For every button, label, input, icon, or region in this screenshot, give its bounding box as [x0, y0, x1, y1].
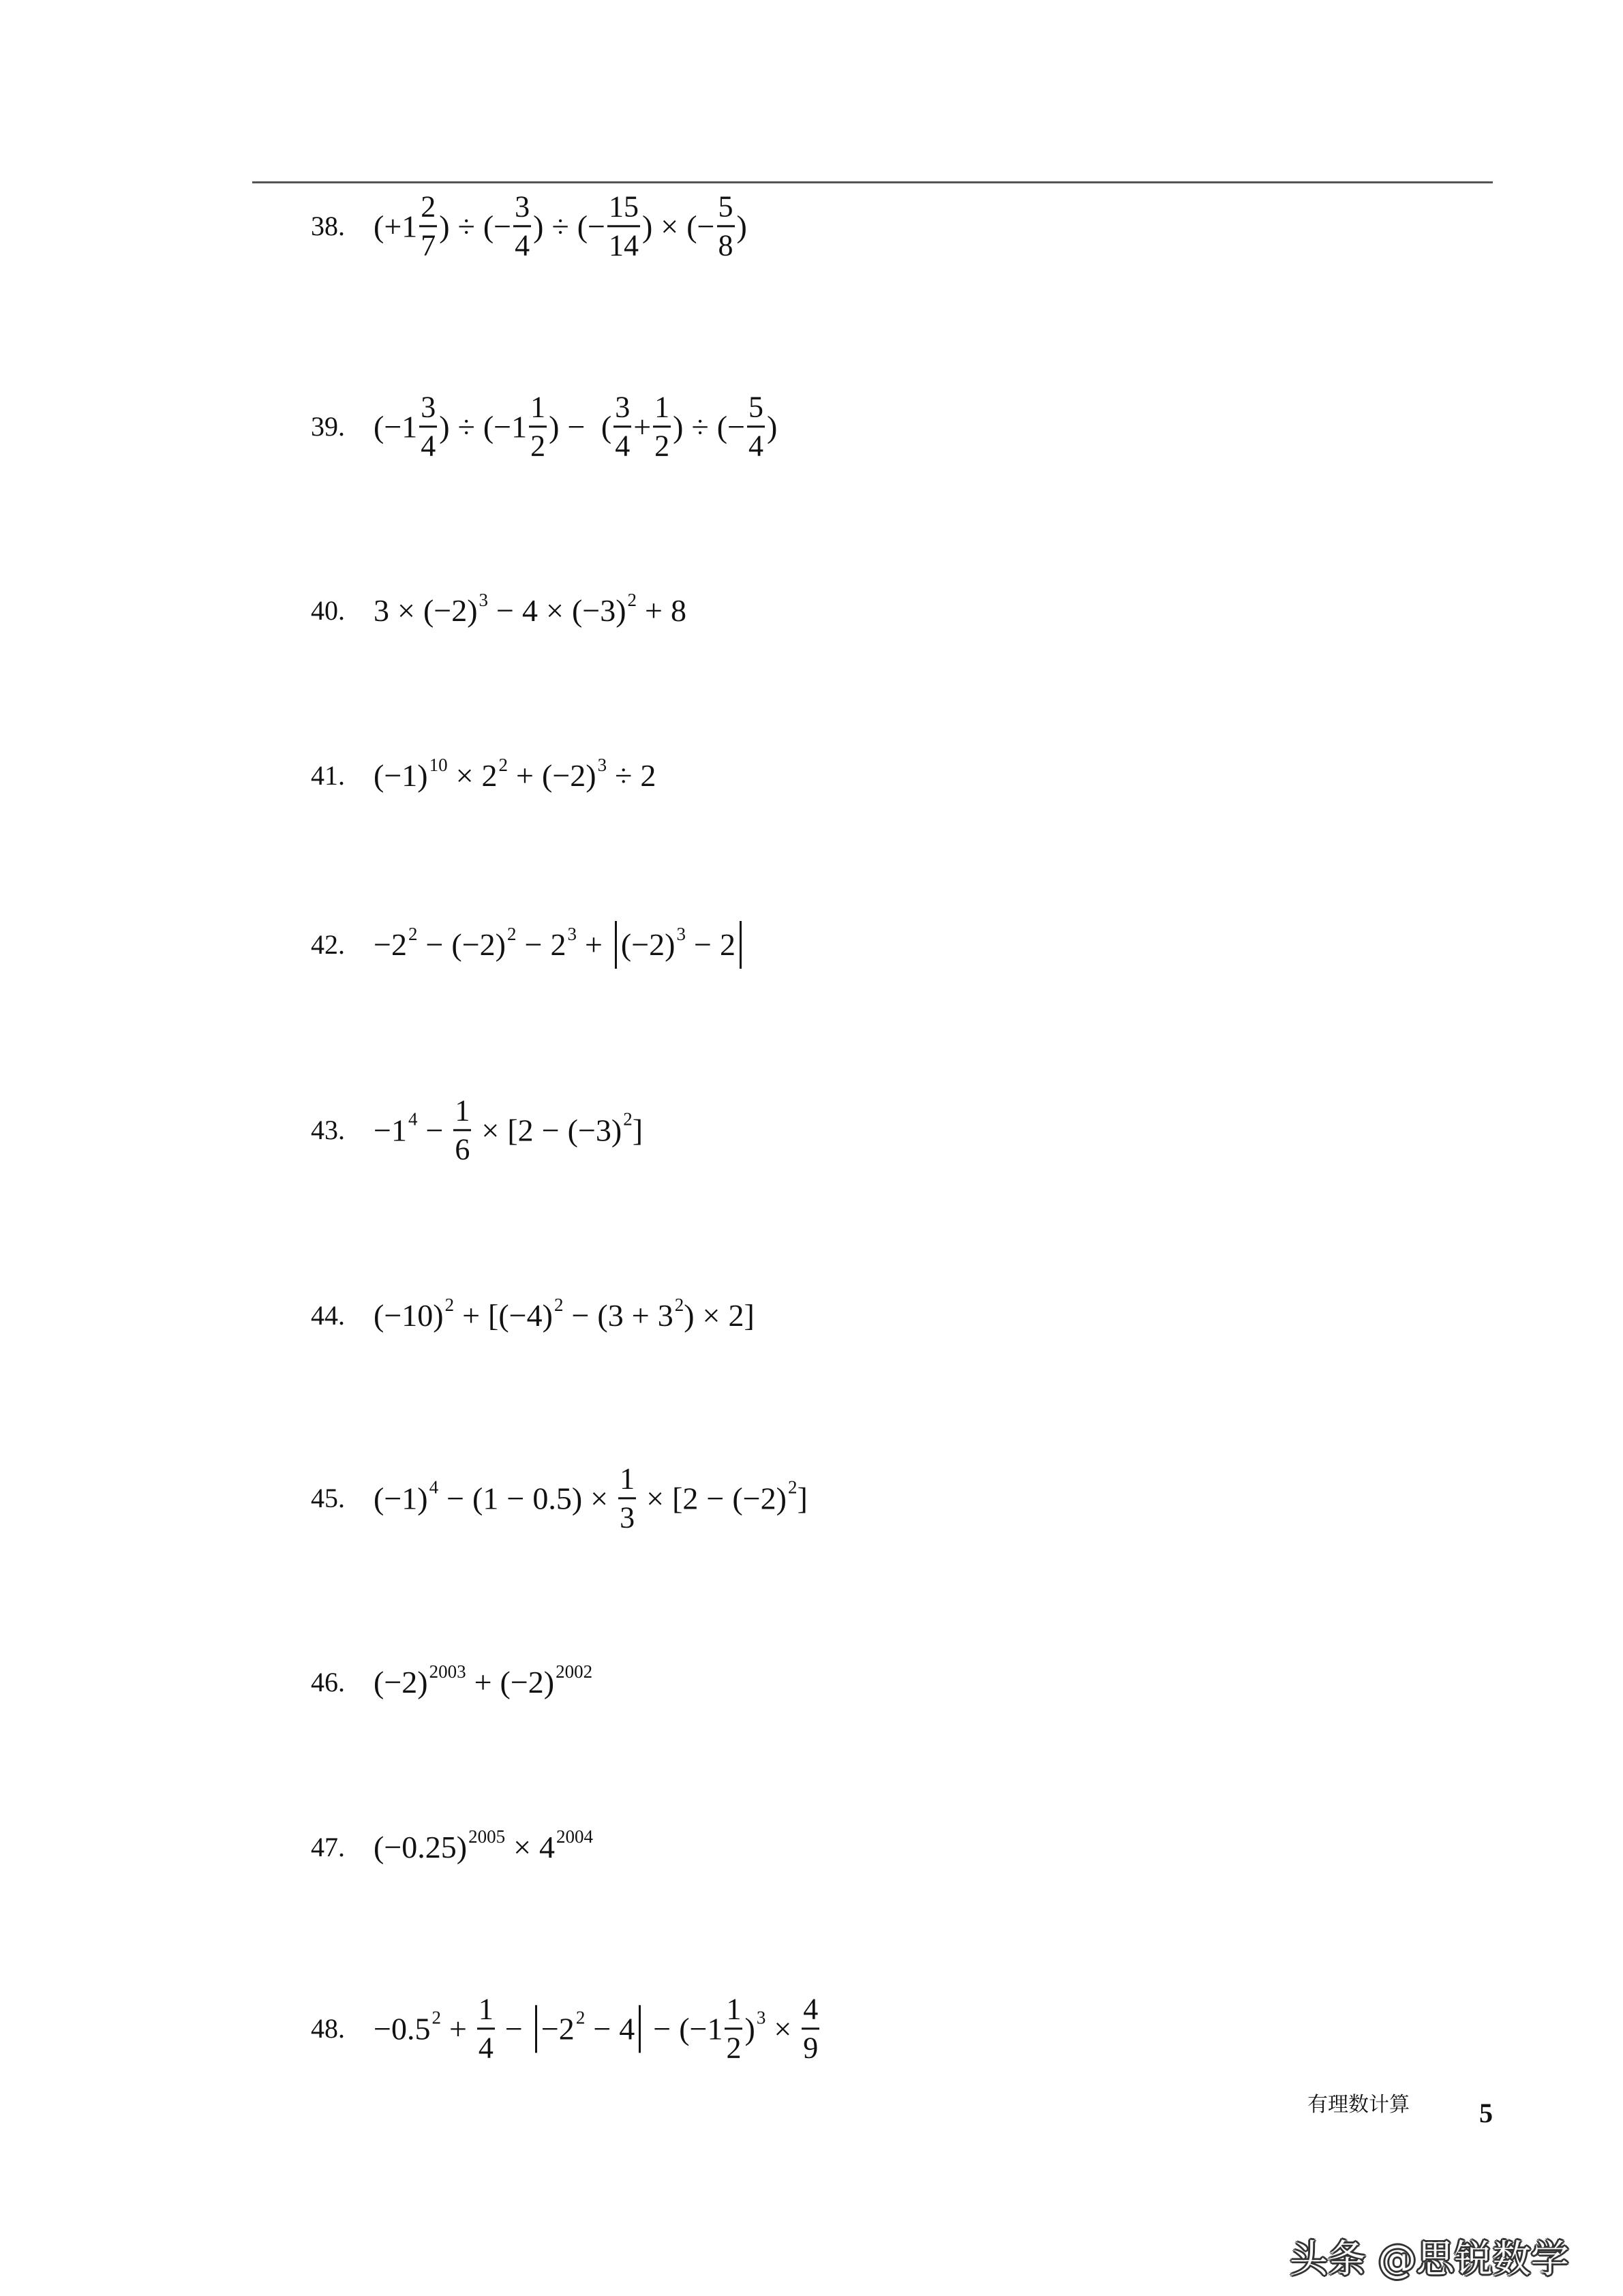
problem-expression: (+1 $\frac{2}{7}$ ) ÷ (− $\frac{3}{4}$ ) ÷ (− $\frac{15}{14}$ ) × (− $\frac{5}{8}$ )	[374, 190, 747, 262]
page-number: 5	[1479, 2098, 1493, 2128]
problem-expression: 3 × (−2) $^3$ − 4 × (−3) $^2$ + 8	[374, 589, 686, 628]
problem-expression: −1 $^4$ − $\frac{1}{6}$ × [2 − (−3) $^2$ ]	[374, 1093, 643, 1166]
watermark: 头条 @思锐数学	[1290, 2237, 1569, 2282]
footer-title: 有理数计算	[1307, 2093, 1410, 2117]
problem-expression: (−1) $^4$ − (1 − 0.5) × $\frac{1}{3}$ × [2 − (−2) $^2$ ]	[374, 1462, 808, 1535]
problem-number: 41.	[311, 760, 345, 791]
problem-expression: (−2) $^{2003}$ + (−2) $^{2002}$	[374, 1661, 593, 1700]
problem-expression: (−1) $^{10}$ × 2 $^2$ + (−2) $^3$ ÷ 2	[374, 754, 656, 793]
problem-expression: −0.5 $^2$ + $\frac{1}{4}$ − −2 $^2$ − 4 − (−1 $\frac{1}{2}$ ) $^3$ × $\frac{4}{9}$	[374, 1992, 819, 2065]
problem-expression: −2 $^2$ − (−2) $^2$ − 2 $^3$ + (−2) $^3$ − 2	[374, 921, 746, 969]
problem-number: 44.	[311, 1300, 345, 1331]
problem-number: 42.	[311, 929, 345, 960]
problem-number: 43.	[311, 1115, 345, 1145]
header-rule	[252, 181, 1493, 183]
problem-number: 40.	[311, 595, 345, 626]
problem-number: 46.	[311, 1667, 345, 1697]
problem-number: 47.	[311, 1832, 345, 1862]
problem-number: 45.	[311, 1483, 345, 1513]
problem-number: 38.	[311, 211, 345, 241]
problem-number: 39.	[311, 411, 345, 442]
problem-number: 48.	[311, 2013, 345, 2044]
problem-expression: (−10) $^2$ + [(−4) $^2$ − (3 + 3 $^2$ ) × 2]	[374, 1294, 755, 1333]
problem-expression: (−1 $\frac{3}{4}$ ) ÷ (−1 $\frac{1}{2}$ ) − ( $\frac{3}{4}$ + $\frac{1}{2}$ ) ÷ (− $\frac{5}{4}$ )	[374, 390, 778, 463]
problem-expression: (−0.25) $^{2005}$ × 4 $^{2004}$	[374, 1826, 594, 1864]
